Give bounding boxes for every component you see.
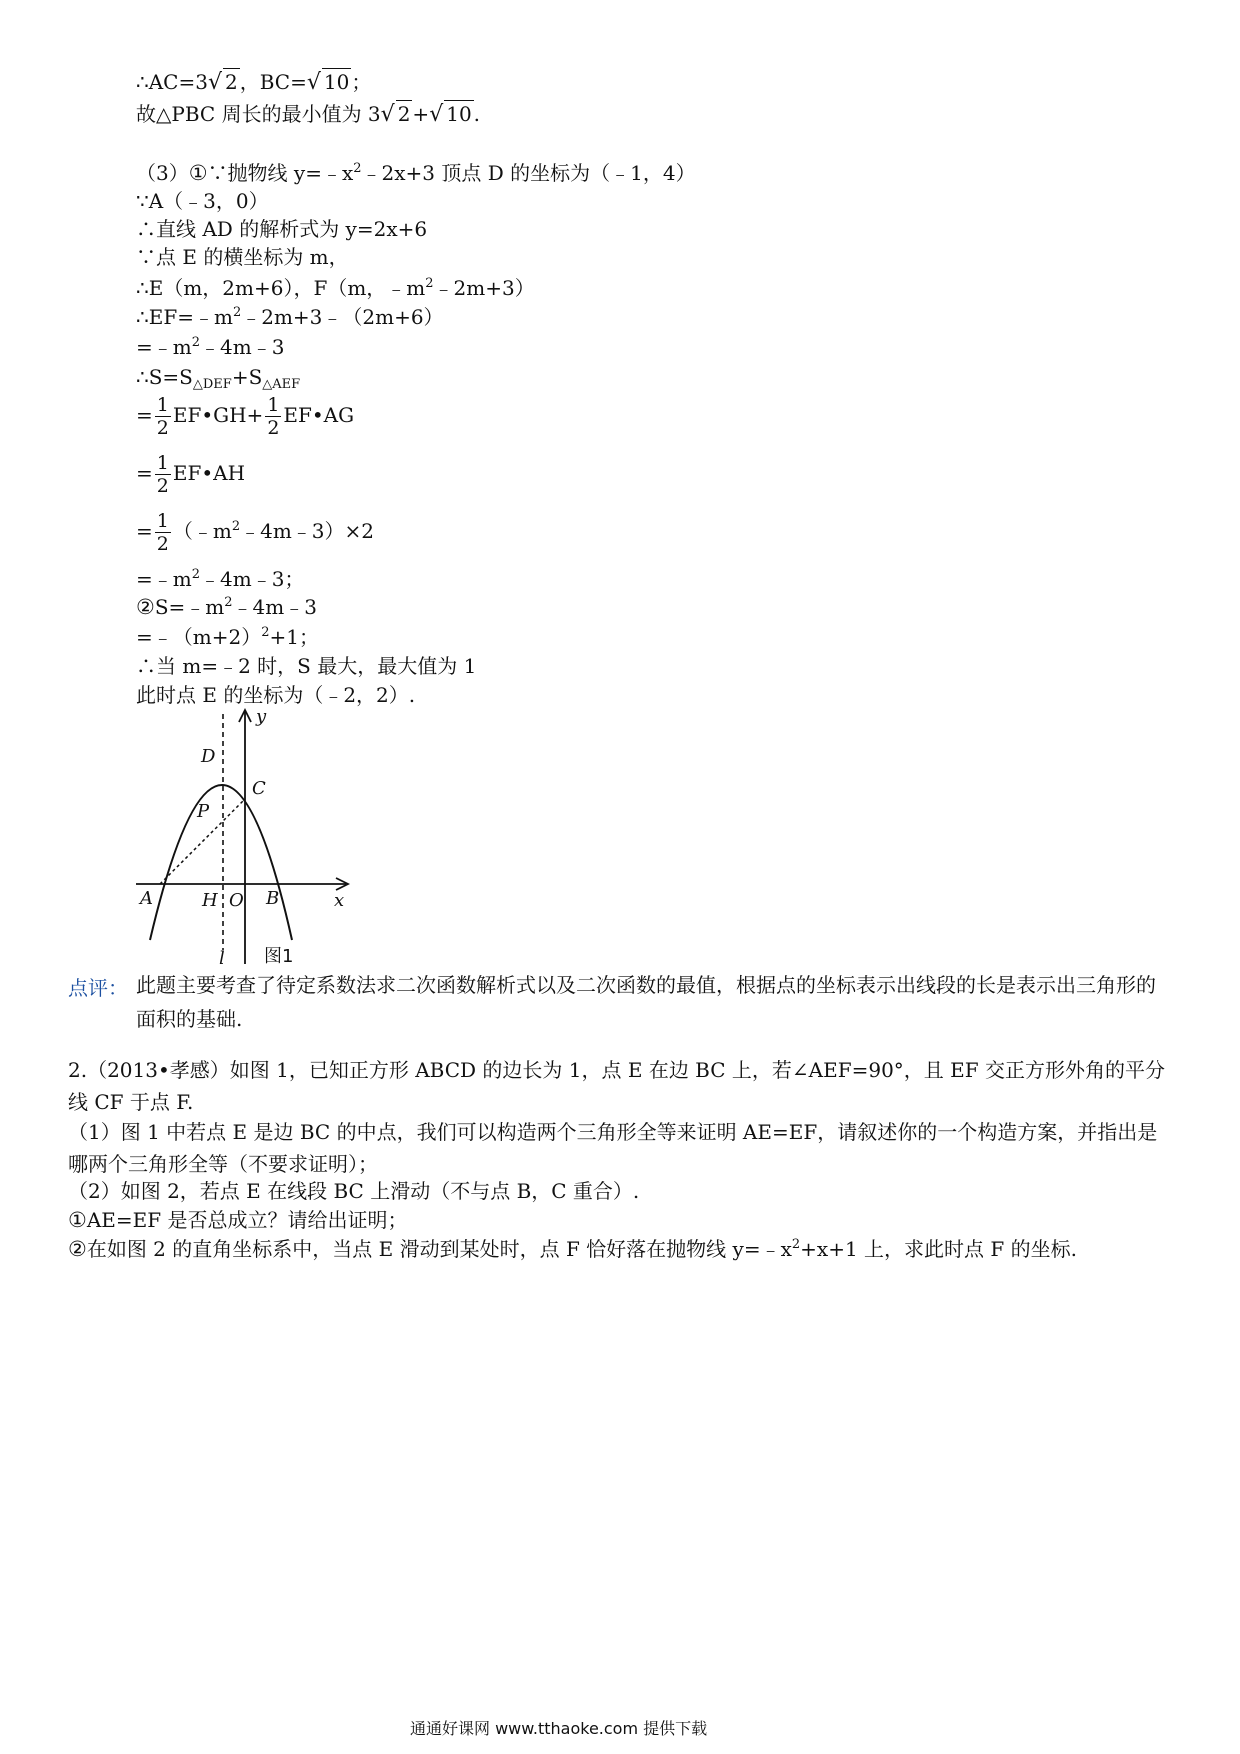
problem2-intro: 2.（2013•孝感）如图 1，已知正方形 ABCD 的边长为 1，点 E 在边 BC 上，若∠AEF=90°，且 EF 交正方形外角的平分线 CF 于点 F. — [68, 1058, 1165, 1114]
text: =﹣（m+2） — [136, 625, 262, 649]
superscript: 2 — [231, 519, 241, 534]
superscript: 2 — [353, 161, 362, 176]
text: ﹣2x+3 顶点 D 的坐标为（﹣1，4） — [361, 161, 696, 185]
label-x: x — [334, 890, 345, 911]
text: + — [412, 102, 430, 126]
text: （3） — [136, 161, 189, 185]
numerator: 1 — [267, 394, 280, 416]
fraction — [155, 452, 171, 497]
text: ﹣4m﹣3 — [200, 335, 285, 359]
label-o: O — [229, 890, 244, 911]
fraction — [155, 510, 171, 555]
text: ∴EF=﹣m — [136, 305, 233, 329]
denominator: 2 — [267, 417, 280, 439]
radicand: 2 — [224, 70, 238, 94]
parabola-curve — [150, 785, 292, 940]
label-d: D — [201, 746, 216, 767]
text: = — [136, 519, 153, 543]
text: EF•AH — [172, 461, 246, 485]
superscript: 2 — [425, 276, 434, 291]
problem2-question2a — [68, 1207, 407, 1233]
remark-text: 此题主要考查了待定系数法求二次函数解析式以及二次函数的最值，根据点的坐标表示出线段的长是表示出三角形的面积的基础. — [136, 973, 1156, 1031]
label-l: l — [219, 948, 225, 968]
superscript: 2 — [232, 305, 242, 320]
text: AE=EF 是否总成立？请给出证明； — [86, 1208, 408, 1232]
page-footer: 通通好课网 www.tthaoke.com 提供下载 — [410, 1719, 708, 1738]
solution-line-s — [136, 364, 300, 390]
solution-line-ac-bc — [136, 68, 371, 96]
solution-line-ad: ∴直线 AD 的解析式为 y=2x+6 — [136, 217, 428, 241]
superscript: 2 — [191, 335, 201, 350]
text: EF•AG — [283, 403, 355, 427]
solution-line-s3 — [136, 510, 374, 555]
text: ﹣4m﹣3 — [232, 595, 317, 619]
solution-line-ef — [136, 304, 444, 330]
solution-line-s4 — [136, 566, 304, 592]
solution-line-ef-coords — [136, 275, 535, 301]
label-y: y — [256, 706, 267, 727]
text: . — [473, 102, 481, 126]
solution-part3-line2 — [136, 594, 317, 620]
subscript: △DEF — [192, 377, 232, 392]
solution-line-point: 此时点 E 的坐标为（﹣2，2）. — [136, 683, 416, 707]
text: = — [136, 403, 153, 427]
numerator: 1 — [156, 394, 169, 416]
solution-line-perimeter — [136, 100, 480, 128]
solution-line-max: ∴当 m=﹣2 时，S 最大，最大值为 1 — [136, 654, 477, 678]
radicand: 2 — [397, 102, 411, 126]
text: ； — [351, 70, 372, 94]
text: ﹣4m﹣3）×2 — [240, 519, 375, 543]
solution-line-a: ∵A（﹣3，0） — [136, 189, 269, 213]
solution-line-s1 — [136, 394, 354, 439]
text: （﹣m — [172, 519, 232, 543]
denominator: 2 — [156, 417, 169, 439]
circled-number: ① — [188, 161, 208, 185]
text: ，BC= — [239, 70, 307, 94]
text: = — [136, 461, 153, 485]
label-c: C — [252, 778, 266, 799]
solution-line-s2 — [136, 452, 245, 497]
subscript: △AEF — [262, 377, 301, 392]
text: ∴S=S — [136, 365, 193, 389]
figure-caption: 图1 — [264, 946, 294, 967]
solution-line-ef2 — [136, 334, 284, 360]
text: ∵抛物线 y=﹣x — [207, 161, 354, 185]
text: ﹣2m+3） — [433, 276, 535, 300]
numerator: 1 — [156, 510, 169, 532]
radicand: 10 — [323, 70, 350, 94]
text: +x+1 上，求此时点 F 的坐标. — [800, 1237, 1077, 1261]
figure-1-parabola — [136, 706, 376, 968]
solution-part3-line1 — [136, 160, 696, 186]
sqrt-sign: √ — [429, 102, 444, 127]
text: 在如图 2 的直角坐标系中，当点 E 滑动到某处时，点 F 恰好落在抛物线 y=﹣x — [86, 1237, 792, 1261]
problem2-question2: （2）如图 2，若点 E 在线段 BC 上滑动（不与点 B，C 重合）. — [68, 1179, 640, 1203]
superscript: 2 — [791, 1237, 801, 1252]
superscript: 2 — [191, 567, 201, 582]
radicand: 10 — [446, 102, 472, 126]
fraction — [265, 394, 281, 439]
text: ﹣2m+3﹣（2m+6） — [241, 305, 444, 329]
solution-line-e: ∵点 E 的横坐标为 m， — [136, 245, 349, 269]
denominator: 2 — [156, 475, 169, 497]
fraction — [155, 394, 171, 439]
text: S=﹣m — [154, 595, 225, 619]
text: +S — [231, 365, 263, 389]
text: +1； — [269, 625, 319, 649]
circled-number: ① — [68, 1208, 87, 1232]
problem2-question1: （1）图 1 中若点 E 是边 BC 的中点，我们可以构造两个三角形全等来证明 AE=EF，请叙述你的一个构造方案，并指出是哪两个三角形全等（不要求证明）； — [68, 1120, 1158, 1176]
label-a: A — [140, 888, 153, 909]
superscript: 2 — [261, 625, 270, 640]
solution-line-vertex-form — [136, 624, 319, 650]
sqrt-sign: √ — [207, 70, 222, 95]
text: =﹣m — [136, 567, 192, 591]
denominator: 2 — [156, 533, 169, 555]
text: =﹣m — [136, 335, 192, 359]
circled-number: ② — [136, 595, 155, 619]
circled-number: ② — [68, 1237, 87, 1261]
sqrt-sign: √ — [380, 102, 395, 127]
text: ﹣4m﹣3； — [200, 567, 305, 591]
superscript: 2 — [224, 595, 233, 610]
label-h: H — [202, 890, 218, 911]
sqrt-sign: √ — [306, 70, 321, 95]
label-p: P — [197, 801, 210, 822]
text: ∴E（m，2m+6），F（m，﹣m — [136, 276, 426, 300]
numerator: 1 — [156, 452, 169, 474]
text: 故△PBC 周长的最小值为 3 — [136, 102, 381, 126]
label-b: B — [266, 888, 280, 909]
text: EF•GH+ — [172, 403, 264, 427]
problem2-question2b — [68, 1236, 1077, 1262]
remark-label: 点评： — [68, 976, 128, 1000]
text: ∴AC=3 — [136, 70, 208, 94]
